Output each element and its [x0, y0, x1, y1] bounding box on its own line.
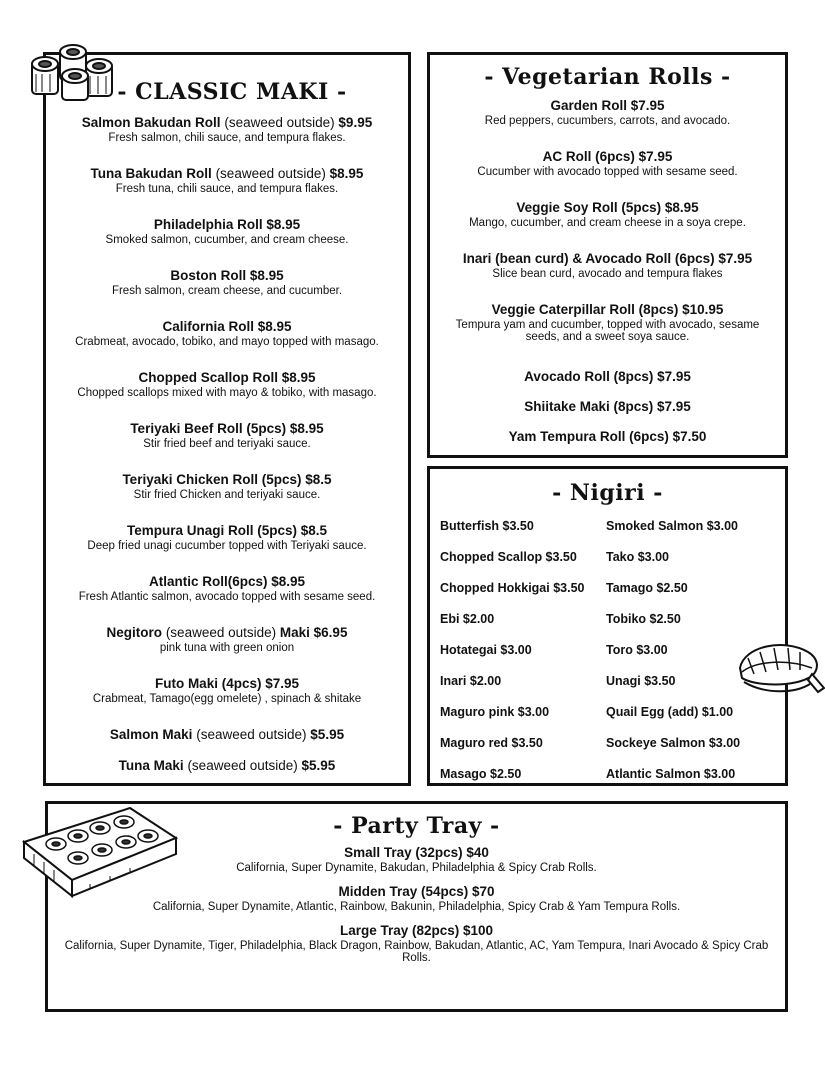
nigiri-item: Inari $2.00: [440, 674, 502, 688]
menu-item: [46, 319, 408, 370]
menu-item: [46, 166, 408, 217]
menu-item: [438, 149, 777, 200]
menu-item: [46, 523, 408, 574]
menu-item: [46, 472, 408, 523]
nigiri-item: Sockeye Salmon $3.00: [606, 736, 741, 750]
nigiri-item: Tobiko $2.50: [606, 612, 681, 626]
item-name-text: California Roll: [162, 319, 254, 334]
item-name-text: Salmon Bakudan Roll: [81, 115, 221, 130]
item-description: Fresh Atlantic salmon, avocado topped with sesame seed.: [78, 591, 376, 603]
party-tray-illustration: [20, 798, 180, 898]
item-price: $8.95: [329, 166, 364, 181]
menu-item: [46, 115, 408, 166]
item-description: Fresh salmon, chili sauce, and tempura flakes.: [108, 132, 346, 144]
nigiri-title: - Nigiri -: [552, 480, 663, 506]
menu-item-name: [46, 625, 408, 640]
nigiri-section: [427, 466, 788, 786]
item-name-text: Tempura Unagi Roll (5pcs): [126, 523, 297, 538]
menu-item-name: [46, 217, 408, 232]
vegetarian-rolls-list: [430, 98, 785, 459]
classic-maki-title: - CLASSIC MAKI -: [117, 79, 347, 105]
item-name-text: Chopped Scallop Roll: [138, 370, 278, 385]
vegetarian-rolls-title: - Vegetarian Rolls -: [484, 64, 731, 90]
nigiri-item: Ebi $2.00: [440, 612, 495, 626]
item-price: $9.95: [338, 115, 373, 130]
maki-rolls-illustration: [28, 44, 120, 104]
menu-item-name: Shiitake Maki (8pcs) $7.95: [524, 399, 691, 414]
item-name-text: Teriyaki Chicken Roll (5pcs): [122, 472, 302, 487]
item-description: Mango, cucumber, and cream cheese in a soya crepe.: [469, 217, 746, 229]
menu-item-name: [46, 523, 408, 538]
party-tray-title: - Party Tray -: [333, 813, 500, 839]
item-price: $8.95: [289, 421, 324, 436]
nigiri-item: Smoked Salmon $3.00: [606, 519, 739, 533]
menu-item: [62, 923, 771, 964]
item-price: $8.95: [249, 268, 284, 283]
item-description: Stir fried beef and teriyaki sauce.: [143, 438, 311, 450]
item-description: Crabmeat, Tamago(egg omelete) , spinach & shitake: [92, 693, 362, 705]
item-description: Red peppers, cucumbers, carrots, and avocado.: [484, 115, 731, 127]
classic-maki-section: [43, 52, 411, 786]
menu-item-name: [46, 268, 408, 283]
menu-item: [46, 217, 408, 268]
item-name-text: Salmon Maki: [109, 727, 193, 742]
nigiri-item: Maguro pink $3.00: [440, 705, 550, 719]
menu-item-name: AC Roll (6pcs) $7.95: [542, 149, 673, 164]
item-description: Crabmeat, avocado, tobiko, and mayo topped with masago.: [75, 336, 379, 348]
menu-item-name: [46, 676, 408, 691]
item-description: Slice bean curd, avocado and tempura flakes: [492, 268, 723, 280]
menu-item: [438, 369, 777, 399]
menu-item-name: Garden Roll $7.95: [550, 98, 665, 113]
nigiri-right-column: [606, 516, 740, 795]
nigiri-item: Butterfish $3.50: [440, 519, 534, 533]
nigiri-item: Tamago $2.50: [606, 581, 688, 595]
nigiri-item: Unagi $3.50: [606, 674, 676, 688]
menu-item-name: Inari (bean curd) & Avocado Roll (6pcs) $7.95: [462, 251, 753, 266]
menu-item-name: [46, 574, 408, 589]
nigiri-item: Maguro red $3.50: [440, 736, 543, 750]
nigiri-left-column: [440, 516, 584, 795]
menu-item-name: [46, 166, 408, 181]
menu-item: [438, 429, 777, 459]
nigiri-item: Quail Egg (add) $1.00: [606, 705, 734, 719]
item-price: $8.95: [266, 217, 301, 232]
item-name-text: Negitoro: [106, 625, 163, 640]
item-note: (seaweed outside): [196, 727, 307, 742]
item-name-text: Tuna Bakudan Roll: [90, 166, 212, 181]
nigiri-item: Masago $2.50: [440, 767, 522, 781]
menu-item: [438, 200, 777, 251]
item-price: $8.95: [281, 370, 316, 385]
menu-item-name: [46, 370, 408, 385]
item-price: $7.95: [265, 676, 300, 691]
menu-item: [438, 399, 777, 429]
item-description: California, Super Dynamite, Tiger, Philadelphia, Black Dragon, Rainbow, Bakudan, Atlantic, AC, Yam Tempura, Inari Avocado & Spicy Crab Rolls.: [64, 940, 769, 964]
menu-item-name: [46, 319, 408, 334]
item-note: (seaweed outside): [215, 166, 326, 181]
menu-item-name: Veggie Soy Roll (5pcs) $8.95: [516, 200, 699, 215]
menu-item-name: [46, 115, 408, 130]
classic-maki-list: [46, 115, 408, 789]
item-note: (seaweed outside): [187, 758, 298, 773]
item-description: California, Super Dynamite, Atlantic, Rainbow, Bakunin, Philadelphia, Spicy Crab & Yam Tempura Rolls.: [152, 901, 681, 913]
item-description: California, Super Dynamite, Bakudan, Philadelphia & Spicy Crab Rolls.: [236, 862, 597, 874]
item-name-text: Tuna Maki: [118, 758, 184, 773]
nigiri-item: Tako $3.00: [606, 550, 670, 564]
nigiri-illustration: [734, 628, 825, 700]
item-price: $8.5: [305, 472, 332, 487]
menu-item: [46, 676, 408, 727]
menu-item-name: Yam Tempura Roll (6pcs) $7.50: [508, 429, 707, 444]
item-note: (seaweed outside): [224, 115, 335, 130]
item-description: Chopped scallops mixed with mayo & tobiko, with masago.: [77, 387, 377, 399]
item-price: $8.5: [300, 523, 328, 538]
nigiri-item: Toro $3.00: [606, 643, 668, 657]
menu-item-name: [46, 758, 408, 773]
menu-item: [46, 574, 408, 625]
nigiri-item: Chopped Hokkigai $3.50: [440, 581, 585, 595]
menu-item-name: Midden Tray (54pcs) $70: [338, 884, 495, 899]
nigiri-item: Hotategai $3.00: [440, 643, 532, 657]
menu-item-name: [46, 421, 408, 436]
item-description: Stir fried Chicken and teriyaki sauce.: [133, 489, 321, 501]
nigiri-item: Chopped Scallop $3.50: [440, 550, 577, 564]
menu-item: [46, 370, 408, 421]
item-name-text: Boston Roll: [170, 268, 247, 283]
menu-item: [46, 268, 408, 319]
item-description: Tempura yam and cucumber, topped with avocado, sesame seeds, and a sweet soya sauce.: [455, 319, 760, 343]
menu-item: [46, 421, 408, 472]
item-name-text: Teriyaki Beef Roll (5pcs): [130, 421, 287, 436]
item-description: Smoked salmon, cucumber, and cream cheese.: [105, 234, 349, 246]
menu-item: [46, 727, 408, 758]
item-name-text: Philadelphia Roll: [153, 217, 263, 232]
item-price: $8.95: [271, 574, 306, 589]
menu-item-name: [46, 472, 408, 487]
vegetarian-rolls-section: [427, 52, 788, 458]
menu-item-name: [46, 727, 408, 742]
menu-item: [438, 98, 777, 149]
nigiri-item: Atlantic Salmon $3.00: [606, 767, 736, 781]
item-name-text: Futo Maki (4pcs): [154, 676, 262, 691]
menu-item-name: Avocado Roll (8pcs) $7.95: [524, 369, 691, 384]
item-description: Cucumber with avocado topped with sesame seed.: [477, 166, 738, 178]
menu-item: [46, 625, 408, 676]
menu-item: [438, 251, 777, 302]
menu-item: [438, 302, 777, 369]
item-price: Maki $6.95: [279, 625, 348, 640]
menu-item-name: Large Tray (82pcs) $100: [339, 923, 494, 938]
item-description: Deep fried unagi cucumber topped with Teriyaki sauce.: [87, 540, 367, 552]
item-name-text: Atlantic Roll(6pcs): [148, 574, 268, 589]
menu-item-name: Small Tray (32pcs) $40: [344, 845, 489, 860]
item-price: $8.95: [257, 319, 292, 334]
item-price: $5.95: [310, 727, 345, 742]
item-description: Fresh salmon, cream cheese, and cucumber.: [111, 285, 343, 297]
item-description: Fresh tuna, chili sauce, and tempura flakes.: [115, 183, 339, 195]
item-price: $5.95: [301, 758, 336, 773]
menu-item: [46, 758, 408, 789]
item-note: (seaweed outside): [165, 625, 277, 640]
menu-item-name: Veggie Caterpillar Roll (8pcs) $10.95: [491, 302, 724, 317]
item-description: pink tuna with green onion: [159, 642, 295, 654]
